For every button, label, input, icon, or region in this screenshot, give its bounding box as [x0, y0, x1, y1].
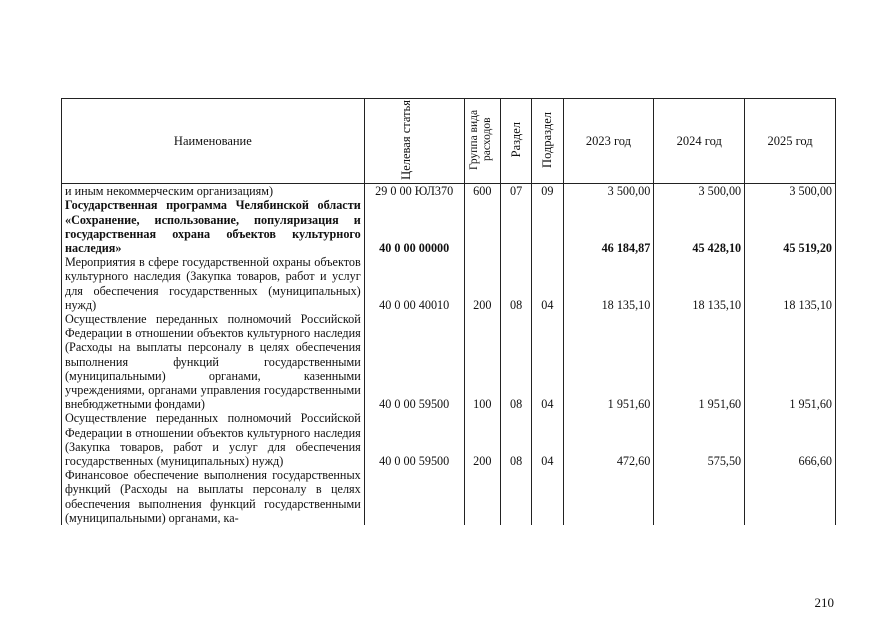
- row-2024: 45 428,10: [654, 198, 745, 255]
- row-2023: 472,60: [563, 411, 654, 468]
- row-code: 29 0 00 ЮЛ370: [364, 184, 464, 199]
- row-2023: 1 951,60: [563, 312, 654, 411]
- row-section: [500, 468, 531, 525]
- table-row: [62, 198, 836, 255]
- row-group: 100: [464, 312, 500, 411]
- table-row: [62, 468, 836, 525]
- header-2023: 2023 год: [563, 99, 654, 184]
- row-group: 200: [464, 411, 500, 468]
- row-group: 600: [464, 184, 500, 199]
- header-2024: 2024 год: [654, 99, 745, 184]
- row-section: 08: [500, 411, 531, 468]
- header-section-label: Раздел: [508, 121, 523, 158]
- table-row: [62, 255, 836, 312]
- row-2023: 46 184,87: [563, 198, 654, 255]
- row-2024: 18 135,10: [654, 255, 745, 312]
- table-row: [62, 411, 836, 468]
- row-2025: 1 951,60: [745, 312, 836, 411]
- row-subsection: 04: [532, 411, 563, 468]
- row-2023: 18 135,10: [563, 255, 654, 312]
- header-code-label: Целевая статья: [399, 99, 414, 180]
- header-subsection-label: Подраздел: [539, 111, 554, 168]
- row-name: Финансовое обеспечение выполнения государственных функций (Расходы на выплаты персоналу в целях обеспечения выполнения функций государственными (муниципальными) органами, ка-: [62, 468, 365, 525]
- row-2025: 45 519,20: [745, 198, 836, 255]
- row-name: Осуществление переданных полномочий Российской Федерации в отношении объектов культурного наследия (Расходы на выплаты персоналу в целях обеспечения выполнения функций государственными (муниципальными) органами, казенными учреждениями, органами управления государственными внебюджетными фондами): [62, 312, 365, 411]
- row-subsection: 09: [532, 184, 563, 199]
- header-section: [500, 99, 531, 184]
- row-2023: [563, 468, 654, 525]
- header-subsection: [532, 99, 563, 184]
- row-name: Государственная программа Челябинской области «Сохранение, использование, популяризация и государственная охрана объектов культурного наследия»: [62, 198, 365, 255]
- row-2023: 3 500,00: [563, 184, 654, 199]
- row-section: 08: [500, 255, 531, 312]
- row-2024: 575,50: [654, 411, 745, 468]
- row-group: 200: [464, 255, 500, 312]
- row-2025: 666,60: [745, 411, 836, 468]
- table-row: [62, 184, 836, 199]
- row-code: 40 0 00 40010: [364, 255, 464, 312]
- row-name: Осуществление переданных полномочий Российской Федерации в отношении объектов культурного наследия (Закупка товаров, работ и услуг для обеспечения государственных (муниципальных) нужд): [62, 411, 365, 468]
- row-2025: 3 500,00: [745, 184, 836, 199]
- row-2025: 18 135,10: [745, 255, 836, 312]
- row-code: [364, 468, 464, 525]
- row-section: 08: [500, 312, 531, 411]
- row-name: и иным некоммерческим организациям): [62, 184, 365, 199]
- header-2025: 2025 год: [745, 99, 836, 184]
- row-2024: [654, 468, 745, 525]
- table-row: [62, 312, 836, 411]
- row-subsection: 04: [532, 312, 563, 411]
- row-code: 40 0 00 59500: [364, 411, 464, 468]
- table-header: [62, 99, 836, 184]
- row-subsection: [532, 468, 563, 525]
- row-subsection: [532, 198, 563, 255]
- row-section: 07: [500, 184, 531, 199]
- row-2025: [745, 468, 836, 525]
- header-code: [364, 99, 464, 184]
- header-name: Наименование: [62, 99, 365, 184]
- row-code: 40 0 00 59500: [364, 312, 464, 411]
- header-group: [464, 99, 500, 184]
- row-name: Мероприятия в сфере государственной охраны объектов культурного наследия (Закупка товаров, работ и услуг для обеспечения государственных (муниципальных) нужд): [62, 255, 365, 312]
- header-row: [62, 99, 836, 184]
- row-2024: 3 500,00: [654, 184, 745, 199]
- row-group: [464, 198, 500, 255]
- row-2024: 1 951,60: [654, 312, 745, 411]
- row-subsection: 04: [532, 255, 563, 312]
- row-code: 40 0 00 00000: [364, 198, 464, 255]
- header-group-label: Группа вида расходов: [468, 109, 494, 170]
- page-number: 210: [814, 595, 834, 610]
- table-body: [62, 184, 836, 525]
- row-group: [464, 468, 500, 525]
- budget-table: [61, 98, 836, 525]
- row-section: [500, 198, 531, 255]
